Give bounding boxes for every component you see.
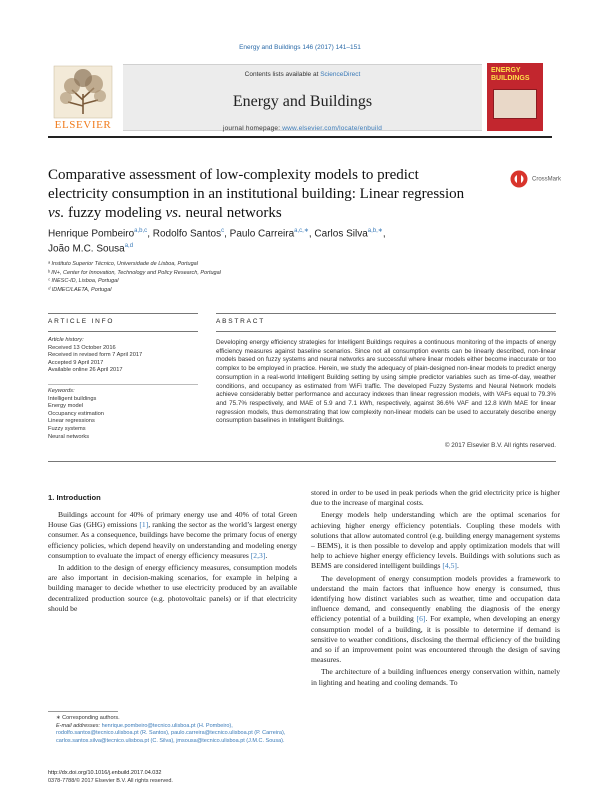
journal-cover xyxy=(487,63,543,131)
author-separator: , xyxy=(382,228,386,240)
abstract-rule-top xyxy=(216,313,556,314)
elsevier-logo xyxy=(48,64,118,134)
history-accepted: Accepted 9 April 2017 xyxy=(48,359,104,366)
footnote-corresponding: ∗ Corresponding authors. xyxy=(56,715,120,721)
right-paragraph-1 xyxy=(311,510,560,571)
article-title xyxy=(48,166,498,223)
citation-link[interactable]: [1] xyxy=(139,520,149,530)
title-neural: neural networks xyxy=(181,205,282,221)
author-silva-affil[interactable]: a,b,∗ xyxy=(367,228,383,234)
authors-line-2 xyxy=(48,240,448,255)
cover-image xyxy=(493,89,537,119)
right-paragraph-3: The architecture of a building influences energy conservation within, namely in lighting and heating and cooling demands. To xyxy=(311,667,560,687)
contents-prefix: Contents lists available at xyxy=(244,71,319,78)
article-info-rule xyxy=(48,331,198,332)
title-vs-2: vs. xyxy=(165,205,182,221)
citation-link[interactable]: [2,3] xyxy=(250,550,266,560)
affiliation-c: ᶜ INESC-ID, Lisboa, Portugal xyxy=(48,278,119,284)
cover-title: ENERGY BUILDINGS xyxy=(491,67,530,82)
right-paragraph-2 xyxy=(311,574,560,666)
author-santos: , Rodolfo Santos xyxy=(147,228,222,240)
title-line-2: electricity consumption in an institutional building: Linear regression xyxy=(48,186,465,202)
author-list xyxy=(48,225,448,256)
keywords-heading: Keywords: xyxy=(48,388,75,394)
intro-p1-text: Buildings account for 40% of primary energy use and 40% of total Green House Gas (GHG) emissions xyxy=(48,510,297,530)
title-line-3 xyxy=(48,204,498,223)
keyword-item: Energy model xyxy=(48,403,84,410)
affiliation-d: ᵈ IDMEC/LAETA, Portugal xyxy=(48,286,112,293)
sciencedirect-link[interactable]: ScienceDirect xyxy=(320,71,361,78)
intro-p1-end: . xyxy=(265,550,268,560)
keywords-rule xyxy=(48,384,198,385)
author-pombeiro-affil[interactable]: a,b,c xyxy=(134,228,148,234)
author-sousa: João M.C. Sousa xyxy=(48,243,125,255)
citation-link[interactable]: [4,5] xyxy=(442,561,457,571)
right-p2-text: The development of energy consumption models provides a framework to understand the main factors that influence how energy is consumed, thus identifying how distinct variables such as weather, time and occupation data influence demand, and consequently enabling the diagnosis of the energy efficiency potential of a building xyxy=(311,573,560,624)
abstract-heading: ABSTRACT xyxy=(216,318,266,325)
affiliation-a: ᵃ Instituto Superior Técnico, Universidade de Lisboa, Portugal xyxy=(48,261,198,267)
keyword-item: Intelligent buildings xyxy=(48,395,97,402)
article-info-heading: ARTICLE INFO xyxy=(48,318,115,325)
left-column xyxy=(48,510,297,616)
authors-line-1 xyxy=(48,225,448,240)
homepage-link[interactable]: www.elsevier.com/locate/enbuild xyxy=(282,125,383,132)
right-p1-text: Energy models help understanding which are the optimal scenarios for achieving higher energy efficiency potentials. Coupling these models with solutions that allow automated control (e.g. building energy management systems – BEMS), it is then possible to develop and apply optimization models that will help to achieve higher energy efficiency levels. Buildings with solutions such as BEMS are considered intelligent buildings xyxy=(311,510,560,571)
contents-line xyxy=(123,71,482,78)
author-pombeiro: Henrique Pombeiro xyxy=(48,228,135,240)
history-heading: Article history: xyxy=(48,337,84,343)
keyword-item: Occupancy estimation xyxy=(48,410,104,417)
doi-link[interactable]: http://dx.doi.org/10.1016/j.enbuild.2017.04.032 xyxy=(48,770,162,776)
history-received: Received 13 October 2016 xyxy=(48,344,116,351)
crossmark-badge[interactable] xyxy=(510,170,570,188)
keyword-item: Linear regressions xyxy=(48,418,95,425)
keywords xyxy=(48,388,198,441)
right-paragraph-0: stored in order to be used in peak periods when the grid electricity price is higher due to the increase of marginal costs. xyxy=(311,488,560,508)
right-p1-end: . xyxy=(456,561,459,571)
homepage-prefix: journal homepage: xyxy=(222,125,281,132)
author-sousa-affil[interactable]: a,d xyxy=(124,243,134,250)
intro-p1-text-2: , ranking the sector as the world’s largest energy consumer. As a consequence, buildings have become the primary focus of energy efficiency policies, which depend heavily on understanding and modeling energy consumption to evaluate the impact of energy efficiency measures xyxy=(48,520,297,560)
issn-line: 0378-7788/© 2017 Elsevier B.V. All rights reserved. xyxy=(48,778,173,784)
keyword-item: Neural networks xyxy=(48,433,90,440)
right-column xyxy=(311,488,560,690)
intro-paragraph-1 xyxy=(48,510,297,561)
footnotes xyxy=(48,715,298,745)
title-vs-1: vs. xyxy=(48,205,65,221)
journal-title: Energy and Buildings xyxy=(232,93,373,110)
right-p2-text-2: . For example, when developing an energy consumption model of a building, it is possible to determine if demand is sensitive to weather conditions, disclosing the thermal efficiency of the building and so if an improvement point was encountered through the design of saving measures. xyxy=(311,614,560,665)
abstract-copyright: © 2017 Elsevier B.V. All rights reserved. xyxy=(444,442,556,449)
author-santos-affil[interactable]: c xyxy=(221,228,225,234)
citation-link[interactable]: [6] xyxy=(416,614,426,624)
publisher-name: ELSEVIER xyxy=(54,119,112,131)
abstract-rule-bottom xyxy=(48,461,556,462)
journal-reference[interactable]: Energy and Buildings 146 (2017) 141–151 xyxy=(239,44,361,51)
history-revised: Received in revised form 7 April 2017 xyxy=(48,352,143,359)
author-silva: , Carlos Silva xyxy=(308,228,368,240)
abstract-rule xyxy=(216,331,556,332)
journal-homepage xyxy=(123,125,482,132)
header-rule xyxy=(48,136,552,138)
email-label: E-mail addresses: xyxy=(56,722,101,729)
crossmark-icon xyxy=(510,170,528,188)
affiliation-b: ᵇ IN+, Center for Innovation, Technology and Policy Research, Portugal xyxy=(48,269,221,276)
affiliations xyxy=(48,260,448,294)
section-introduction-heading: 1. Introduction xyxy=(48,493,101,502)
history-online: Available online 26 April 2017 xyxy=(48,367,123,374)
article-history xyxy=(48,337,198,375)
article-info-rule-top xyxy=(48,313,198,314)
keyword-item: Fuzzy systems xyxy=(48,425,86,432)
footnote-rule xyxy=(48,711,118,712)
title-fuzzy: fuzzy modeling xyxy=(64,205,166,221)
email-links[interactable]: henrique.pombeiro@tecnico.ulisboa.pt (H. Pombeiro), rodolfo.santos@tecnico.ulisboa.pt (R. Santos), paulo.carreira@tecnico.ulisboa.pt (P. Carreira), carlos.santos.silva@tecnico.ulisboa.pt (C. Silva), jmsousa@tecnico.ulisboa.pt (J.M.C. Sousa). xyxy=(56,722,286,744)
footnote-emails xyxy=(48,723,298,746)
intro-paragraph-2: In addition to the design of energy efficiency measures, consumption models are also important in decision-making scenarios, for example in helping a building manager to decide whether to use electricity produced by an available decentralized production source (e.g. photovoltaic panels) or if that electricity should be xyxy=(48,563,297,613)
title-line-1: Comparative assessment of low-complexity models to predict xyxy=(48,167,419,183)
crossmark-label: CrossMark xyxy=(532,176,562,183)
abstract-text: Developing energy efficiency strategies for Intelligent Buildings requires a continuous monitoring of the impacts of energy efficiency measures against baseline scenarios. Since not all consumption events can be linearly described, non-linear models based on fuzzy systems and neural networks are successful where linear models either become inaccurate or too complex to be employed in practice. Herein, we study the adequacy of plain-designed non-linear models to predict energy consumption in a real-world Intelligent Building setting by using simple predictor variables such as time-of-day, weather conditions, and occupancy as estimated from WiFi traffic. The developed Fuzzy Systems and Neural Network models achieve considerably better performance and accuracy indexes than linear regression models, with VAFs equal to 79.3% and 75.7% respectively, and MAE of 5.9 and 7.1 kWh, respectively, against 36.6% VAF and 12.8 kWh MAE for linear regression models, thus demonstrating that low complexity non-linear models can be used to accurately describe energy consumption baselines in Intelligent Buildings. xyxy=(216,339,556,425)
author-carreira-affil[interactable]: a,c,∗ xyxy=(294,228,309,234)
author-carreira: , Paulo Carreira xyxy=(224,228,295,240)
